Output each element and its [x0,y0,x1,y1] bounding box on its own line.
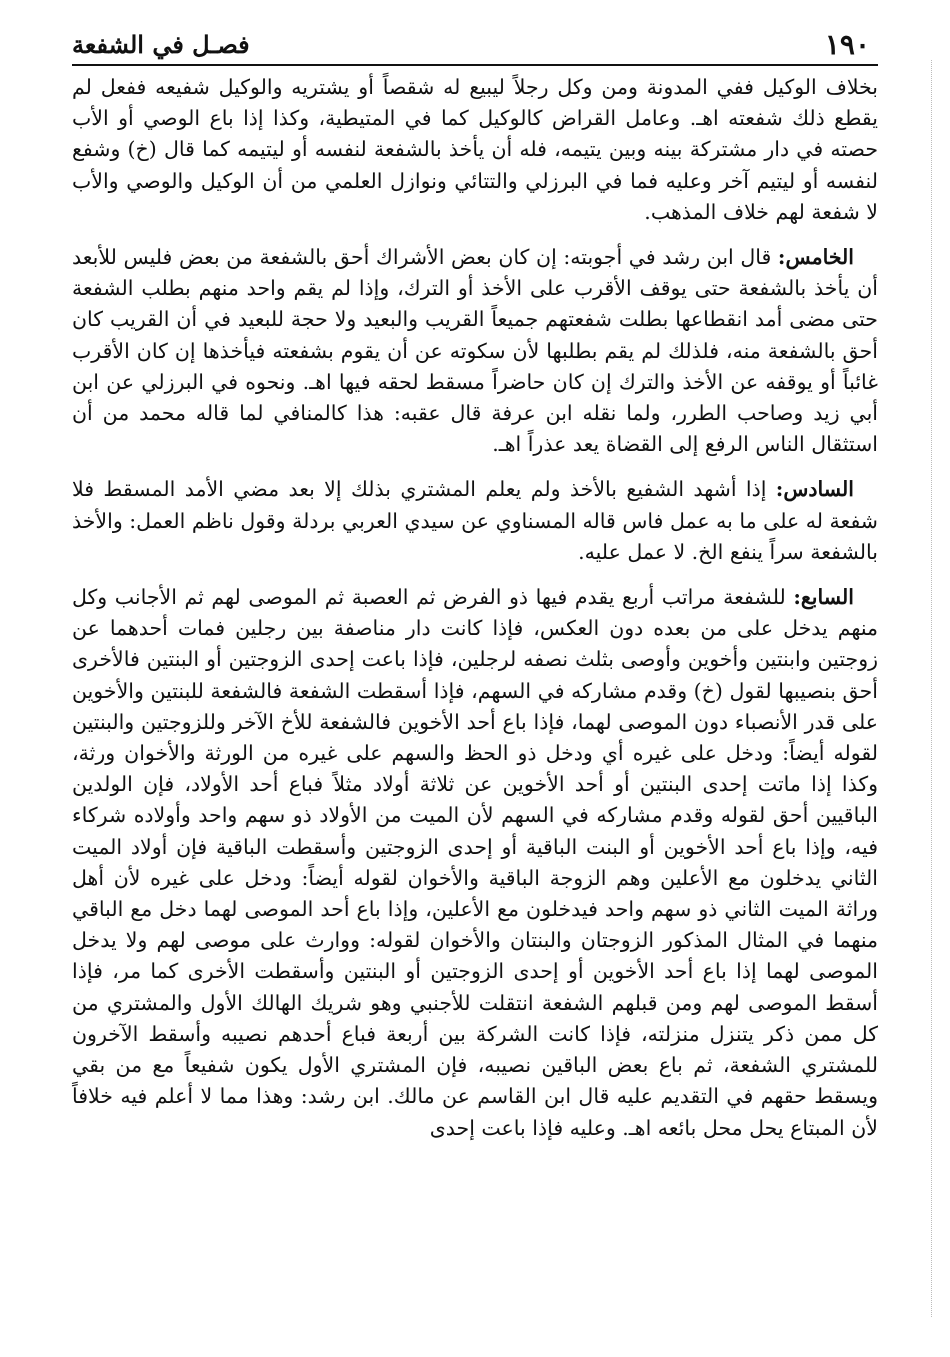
paragraph-3 [72,474,878,568]
paragraph-2-lead: الخامس: [777,245,854,270]
running-title: فصـل في الشفعة [72,30,250,59]
page-body [72,72,878,1144]
paragraph-1-text: بخلاف الوكيل ففي المدونة ومن وكل رجلاً ليبيع له شقصاً أو يشتريه والوكيل شفيعه ففعل لم يقطع ذلك شفعته اهـ. وعامل القراض كالوكيل كما في المتيطية، وكذا إذا باع الوصي أو الأب حصته في دار مشتركة بينه وبين يتيمه، فله أن يأخذ بالشفعة لنفسه أو ليتيمه كما قال (خ) وشفع لنفسه أو ليتيم آخر وعليه فما في البرزلي والتتائي ونوازل العلمي من أن الوكيل والوصي والأب لا شفعة لهم خلاف المذهب. [72,75,878,224]
paragraph-2 [72,242,878,460]
paragraph-1 [72,72,878,228]
page-header [72,28,878,66]
paragraph-4-text: للشفعة مراتب أربع يقدم فيها ذو الفرض ثم العصبة ثم الموصى لهم ثم الأجانب وكل منهم يدخل على من بعده دون العكس، فإذا كانت دار مناصفة بين رجلين فمات أحدهما عن زوجتين وابنتين وأخوين وأوصى بثلث نصفه لرجلين، فإذا باعت إحدى الزوجتين أو البنتين فالأخرى أحق بنصيبها لقول (خ) وقدم مشاركه في السهم، فإذا أسقطت الشفعة فالشفعة للبنتين والأخوين على قدر الأنصباء دون الموصى لهما، فإذا باع أحد الأخوين فالشفعة للأخ الآخر وللزوجتين والبنتين لقوله أيضاً: ودخل على غيره أي ودخل ذو الحظ والسهم على غيره من الورثة والأخوان ورثة، وكذا إذا ماتت إحدى البنتين أو أحد الأخوين عن ثلاثة أولاد مثلاً فباع أحد الأولاد، فإن الولدين الباقيين أحق لقوله وقدم مشاركه في السهم لأن الميت من الأولاد ذو سهم واحد وأولاده شركاء فيه، وإذا باع أحد الأخوين أو البنت الباقية أو إحدى الزوجتين وأسقطت الباقية فإن أولاد الميت الثاني يدخلون مع الأعلين وهم الزوجة الباقية والأخوان لقوله أيضاً: ودخل على غيره لأن أهل وراثة الميت الثاني ذو سهم واحد فيدخلون مع الأعلين، وإذا باع أحد الموصى لهما دخل مع الباقي منهما في المثال المذكور الزوجتان والبنتان والأخوان لقوله: ووارث على موصى لهم ولا يدخل الموصى لهما إذا باع أحد الأخوين أو إحدى الزوجتين أو البنتين وأسقطت الأخرى كما مر، فإذا أسقط الموصى لهم ومن قبلهم الشفعة انتقلت للأجنبي وهو شريك الهالك الأول والمشتري من كل ممن ذكر يتنزل منزلته، فإذا كانت الشركة بين أربعة فباع أحدهم نصيبه وأسقط الآخرون للمشتري الشفعة، ثم باع بعض الباقين نصيبه، فإن المشتري الأول يكون شفيعاً مع من بقي ويسقط حقهم في التقديم عليه قال ابن القاسم عن مالك. ابن رشد: وهذا مما لا أعلم فيه خلافاً لأن المبتاع يحل محل بائعه اهـ. وعليه فإذا باعت إحدى [72,585,878,1140]
paragraph-4-lead: السابع: [793,585,854,610]
page-number: ١٩٠ [824,28,870,61]
paragraph-4 [72,582,878,1144]
scan-edge-artifact [931,60,932,1317]
paragraph-3-lead: السادس: [775,477,854,502]
paragraph-2-text: قال ابن رشد في أجوبته: إن كان بعض الأشراك أحق بالشفعة من بعض فليس للأبعد أن يأخذ بالشفعة حتى يوقف الأقرب على الأخذ أو الترك، وإذا لم يقم واحد منهم بطلب الشفعة حتى مضى أمد انقطاعها بطلت شفعتهم جميعاً القريب والبعيد ولا حجة للبعيد في أن القريب كان أحق بالشفعة منه، فلذلك لم يقم بطلبها لأن سكوته عن أن يقوم بشفعته فيأخذها إن كان الأقرب غائباً أو يوقفه عن الأخذ والترك إن كان حاضراً مسقط لحقه فيها اهـ. ونحوه في البرزلي عن ابن أبي زيد وصاحب الطرر، ولما نقله ابن عرفة قال عقبه: هذا كالمنافي لما قاله محمد من أن استثقال الناس الرفع إلى القضاة يعد عذراً اهـ. [72,245,878,457]
paragraph-3-text: إذا أشهد الشفيع بالأخذ ولم يعلم المشتري بذلك إلا بعد مضي الأمد المسقط فلا شفعة له على ما به عمل فاس قاله المسناوي عن سيدي العربي بردلة وقول ناظم العمل: والأخذ بالشفعة سراً ينفع الخ. لا عمل عليه. [72,477,878,564]
